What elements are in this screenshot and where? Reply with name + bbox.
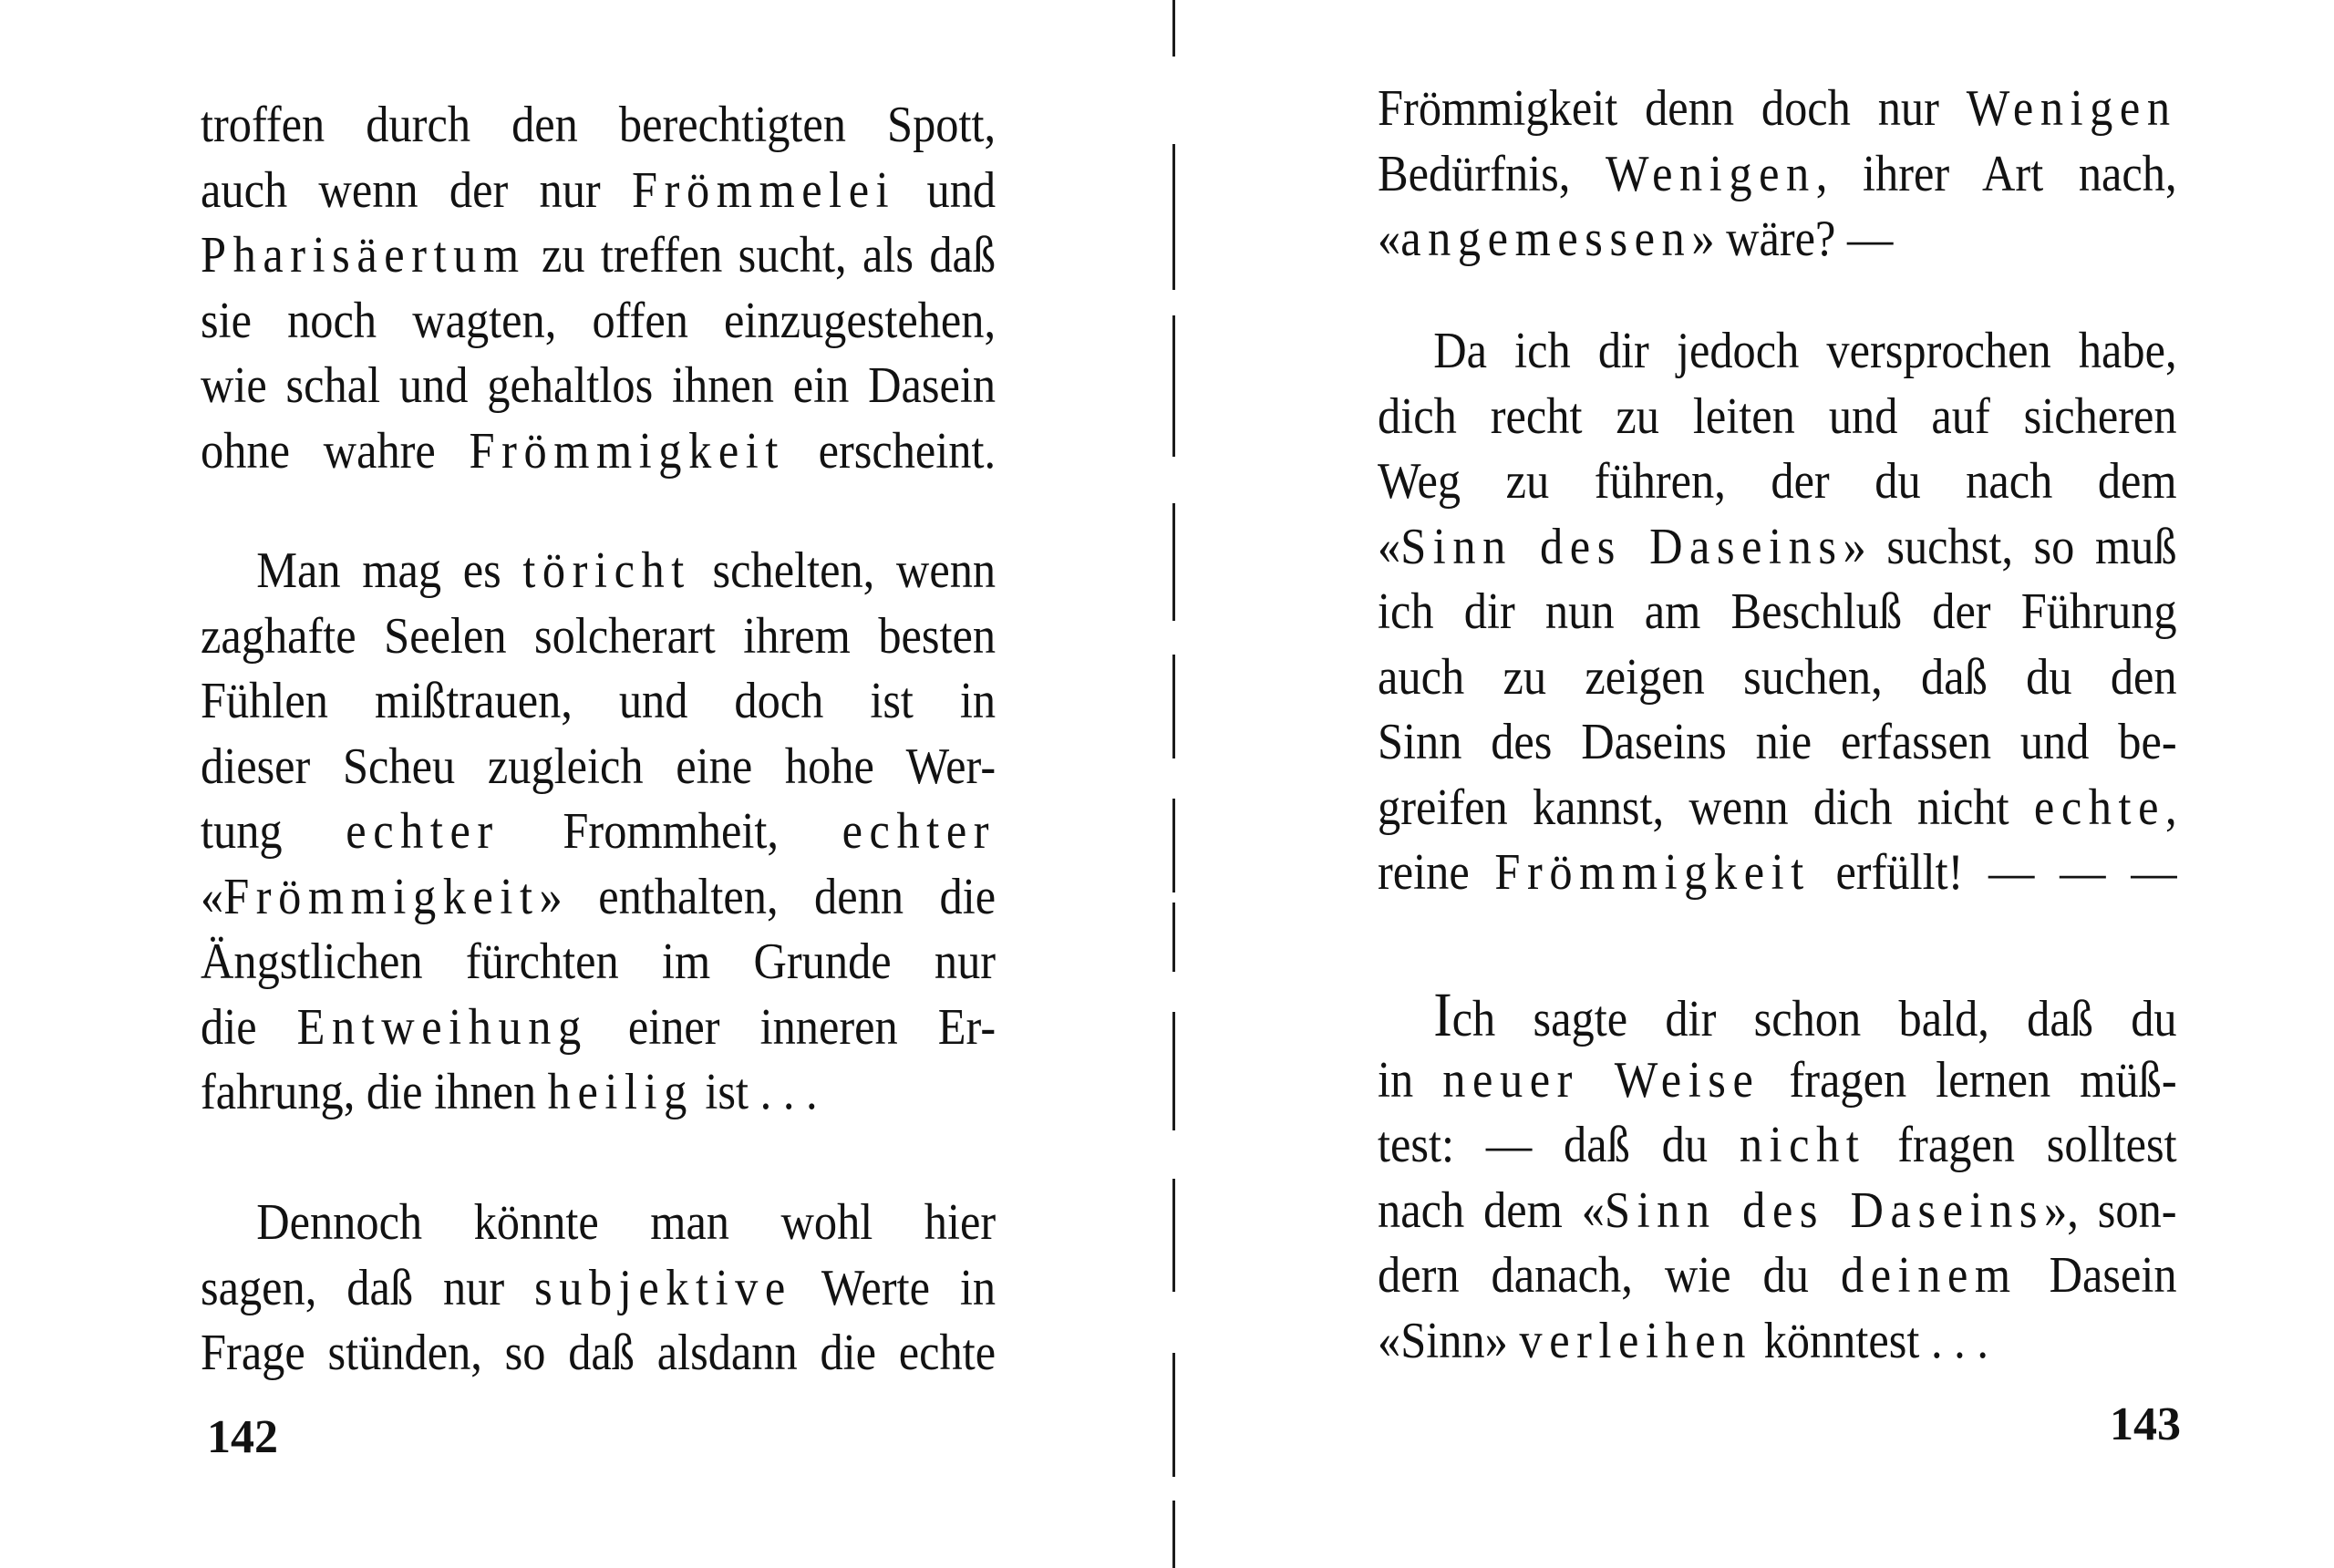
text-line [201, 1191, 996, 1256]
text-run: die [201, 998, 297, 1056]
gutter-fold-line [1172, 903, 1175, 972]
emphasized-text: Frömmigkeit [223, 868, 540, 925]
gutter-fold-line [1172, 1501, 1175, 1568]
text-line [201, 930, 996, 995]
paragraph [201, 1191, 1084, 1387]
gutter-fold-line [1172, 315, 1175, 457]
text-run: , [2165, 779, 2177, 836]
emphasized-text: heilig [547, 1064, 694, 1120]
text-line [1378, 580, 2177, 645]
emphasized-text: Frömmigkeit [1494, 844, 1811, 901]
text-line [201, 1321, 996, 1387]
text-run: Ängstlichen fürchten im Grunde nur [201, 934, 997, 990]
text-line [1378, 841, 2177, 906]
text-run: Werte in [791, 1259, 997, 1316]
emphasized-text: echter [842, 803, 997, 860]
gutter-fold-line [1172, 655, 1175, 758]
text-run: « [1378, 518, 1401, 575]
emphasized-text: Wenigen [1966, 80, 2177, 137]
text-run: » wäre? — [1691, 211, 1894, 267]
text-line [1378, 1113, 2177, 1179]
text-run: nach dem « [1378, 1181, 1606, 1239]
gutter-fold-line [1172, 144, 1175, 290]
text-run: zu treffen sucht, als daß [525, 227, 997, 284]
page-number: 143 [2110, 1398, 2181, 1450]
text-line [1378, 1179, 2177, 1244]
text-line [201, 1256, 996, 1322]
paragraph [1378, 77, 2266, 273]
emphasized-text: subjektive [534, 1259, 792, 1316]
emphasized-text: töricht [522, 542, 691, 599]
text-line [1378, 207, 2177, 273]
gutter-fold-line [1172, 0, 1175, 57]
text-line [1378, 645, 2177, 711]
text-run: » suchst, so muß [1843, 518, 2177, 575]
text-run: greifen kannst, wenn dich nicht [1378, 779, 2034, 836]
text-run: « [1378, 211, 1401, 267]
text-line [1378, 77, 2177, 142]
emphasized-text: Sinn des Daseins [1400, 518, 1843, 575]
emphasized-text: Wenigen [1606, 145, 1816, 202]
text-line [201, 1060, 996, 1126]
text-run: Dennoch könnte man wohl hier [256, 1194, 997, 1251]
text-run: einer inneren Er- [587, 998, 997, 1056]
text-run: test: — daß du [1378, 1117, 1740, 1173]
text-run: », son- [2044, 1181, 2177, 1239]
text-run: troffen durch den berechtigten Spott, [201, 97, 997, 153]
text-line [1378, 1309, 2177, 1375]
text-line [201, 419, 996, 485]
paragraph [201, 539, 1084, 1126]
text-line [201, 93, 996, 159]
text-run: reine [1378, 844, 1495, 901]
page-text-block [201, 0, 996, 1568]
text-run: dern danach, wie du [1378, 1247, 1841, 1304]
gutter-fold-line [1172, 503, 1175, 621]
text-run: erfüllt! — — — [1810, 844, 2177, 901]
paragraph [1378, 980, 2266, 1374]
emphasized-text: Sinn des Daseins [1605, 1181, 2045, 1239]
text-line [1378, 1243, 2177, 1309]
text-run: Frommheit, [499, 803, 842, 860]
text-line [201, 159, 996, 224]
text-run: schelten, wenn [690, 542, 997, 599]
text-run: ohne wahre [201, 422, 470, 480]
text-run: Fühlen mißtrauen, und doch ist in [201, 673, 997, 729]
emphasized-text: echte [2033, 779, 2165, 836]
text-run: auch wenn der nur [201, 161, 633, 219]
text-line [1378, 515, 2177, 581]
text-run: Man mag es [256, 542, 523, 599]
text-run: , ihrer Art nach, [1815, 145, 2177, 202]
text-run: « [201, 868, 224, 925]
text-run: Ich sagte dir schon bald, daß du [1433, 980, 2177, 1049]
paragraph [1378, 319, 2266, 906]
text-line [1378, 1048, 2177, 1114]
text-line [1378, 449, 2177, 515]
text-run: Bedürfnis, [1378, 145, 1606, 202]
text-line [1378, 776, 2177, 841]
text-line [201, 223, 996, 289]
left-page [201, 0, 996, 1568]
text-run: fragen solltest [1865, 1117, 2177, 1173]
text-run: und [895, 161, 997, 219]
text-run: Weg zu führen, der du nach dem [1378, 453, 2177, 510]
text-run: sie noch wagten, offen einzugestehen, [201, 292, 997, 349]
text-run: ich dir nun am Beschluß der Führung [1378, 583, 2177, 640]
text-line [201, 354, 996, 419]
text-run: in [1378, 1051, 1443, 1109]
gutter-fold-line [1172, 799, 1175, 892]
emphasized-text: neuer Weise [1442, 1051, 1761, 1109]
text-line [201, 539, 996, 604]
text-run: fahrung, die ihnen [201, 1064, 548, 1120]
emphasized-text: echter [346, 803, 500, 860]
page-number: 142 [207, 1411, 278, 1463]
text-line [201, 799, 996, 865]
text-run: » enthalten, denn die [539, 868, 997, 925]
text-run: dich recht zu leiten und auf sicheren [1378, 387, 2177, 445]
text-run: Frage stünden, so daß alsdann die echte [201, 1325, 997, 1381]
gutter-fold-line [1172, 1179, 1175, 1292]
text-line [201, 289, 996, 355]
text-run: Frömmigkeit denn doch nur [1378, 80, 1967, 137]
emphasized-text: Frömmelei [632, 161, 896, 219]
gutter-fold-line [1172, 1012, 1175, 1130]
text-run: Da ich dir jedoch versprochen habe, [1433, 323, 2177, 379]
text-run: dieser Scheu zugleich eine hohe Wer- [201, 738, 997, 795]
text-run: wie schal und gehaltlos ihnen ein Dasein [201, 357, 997, 414]
emphasized-text: Frömmigkeit [469, 422, 785, 480]
emphasized-text: deinem [1840, 1247, 2018, 1304]
text-run: erscheint. [784, 422, 997, 480]
emphasized-text: verleihen [1519, 1312, 1752, 1369]
emphasized-text: angemessen [1400, 211, 1692, 267]
text-line [201, 865, 996, 931]
text-line [1378, 710, 2177, 776]
text-line [201, 604, 996, 670]
text-run: Dasein [2017, 1247, 2177, 1304]
text-line [1378, 142, 2177, 208]
gutter-fold-line [1172, 1353, 1175, 1477]
paragraph [201, 93, 1084, 484]
text-run: fragen lernen müß- [1760, 1051, 2177, 1109]
text-line [201, 735, 996, 800]
text-run: «Sinn» [1378, 1312, 1520, 1369]
emphasized-text: nicht [1739, 1117, 1866, 1173]
text-run: könntest . . . [1751, 1312, 1988, 1369]
emphasized-text: Pharisäertum [201, 227, 526, 284]
text-line [201, 995, 996, 1061]
text-line [1378, 385, 2177, 450]
text-line [201, 669, 996, 735]
right-page [1378, 0, 2181, 1568]
text-run: auch zu zeigen suchen, daß du den [1378, 648, 2177, 706]
text-run: tung [201, 803, 346, 860]
text-run: Sinn des Daseins nie erfassen und be- [1378, 714, 2177, 770]
text-line [1378, 319, 2177, 385]
text-run: zaghafte Seelen solcherart ihrem besten [201, 607, 997, 665]
text-run: sagen, daß nur [201, 1259, 535, 1316]
emphasized-text: Entweihung [296, 998, 588, 1056]
page-text-block [1378, 0, 2177, 1568]
text-line [1378, 980, 2177, 1049]
text-run: ist . . . [693, 1064, 818, 1120]
